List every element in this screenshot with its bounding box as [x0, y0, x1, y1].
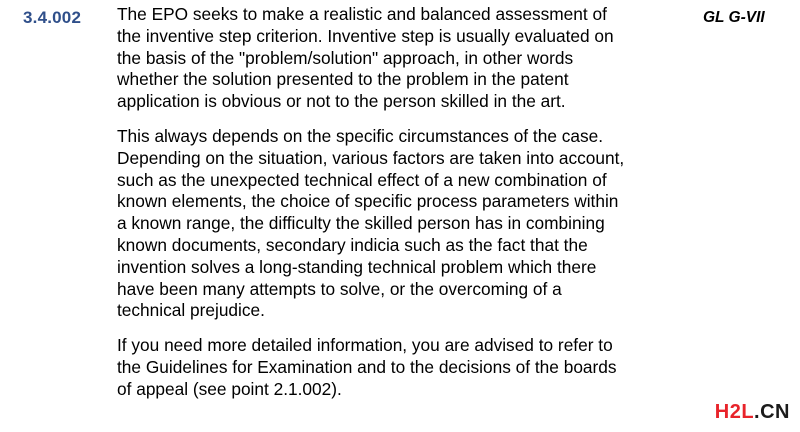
watermark-part-2: .CN [754, 401, 790, 423]
paragraph-3: If you need more detailed information, you are advised to refer to the Guidelines for Examination and to the decisions of the boards of appeal (see point 2.1.002). [117, 335, 617, 399]
section-body [117, 4, 687, 401]
section-number: 3.4.002 [23, 8, 82, 27]
watermark-part-1: H2L [714, 401, 755, 423]
paragraph-2: This always depends on the specific circumstances of the case. Depending on the situation, various factors are taken into account, such as the unexpected technical effect of a new combination of known elements, the choice of specific process parameters within a known range, the difficulty the skilled person has in combining known documents, secondary indicia such as the fact that the invention solves a long-standing technical problem which there have been many attempts to solve, or the overcoming of a technical prejudice. [117, 125, 625, 321]
paragraph-1: The EPO seeks to make a realistic and balanced assessment of the inventive step criterion. Inventive step is usually evaluated on the basis of the "problem/solution" approach, in other words whether the solution presented to the problem in the patent application is obvious or not to the person skilled in the art. [117, 4, 614, 112]
watermark-logo [715, 401, 790, 424]
guideline-reference: GL G-VII [703, 9, 765, 26]
